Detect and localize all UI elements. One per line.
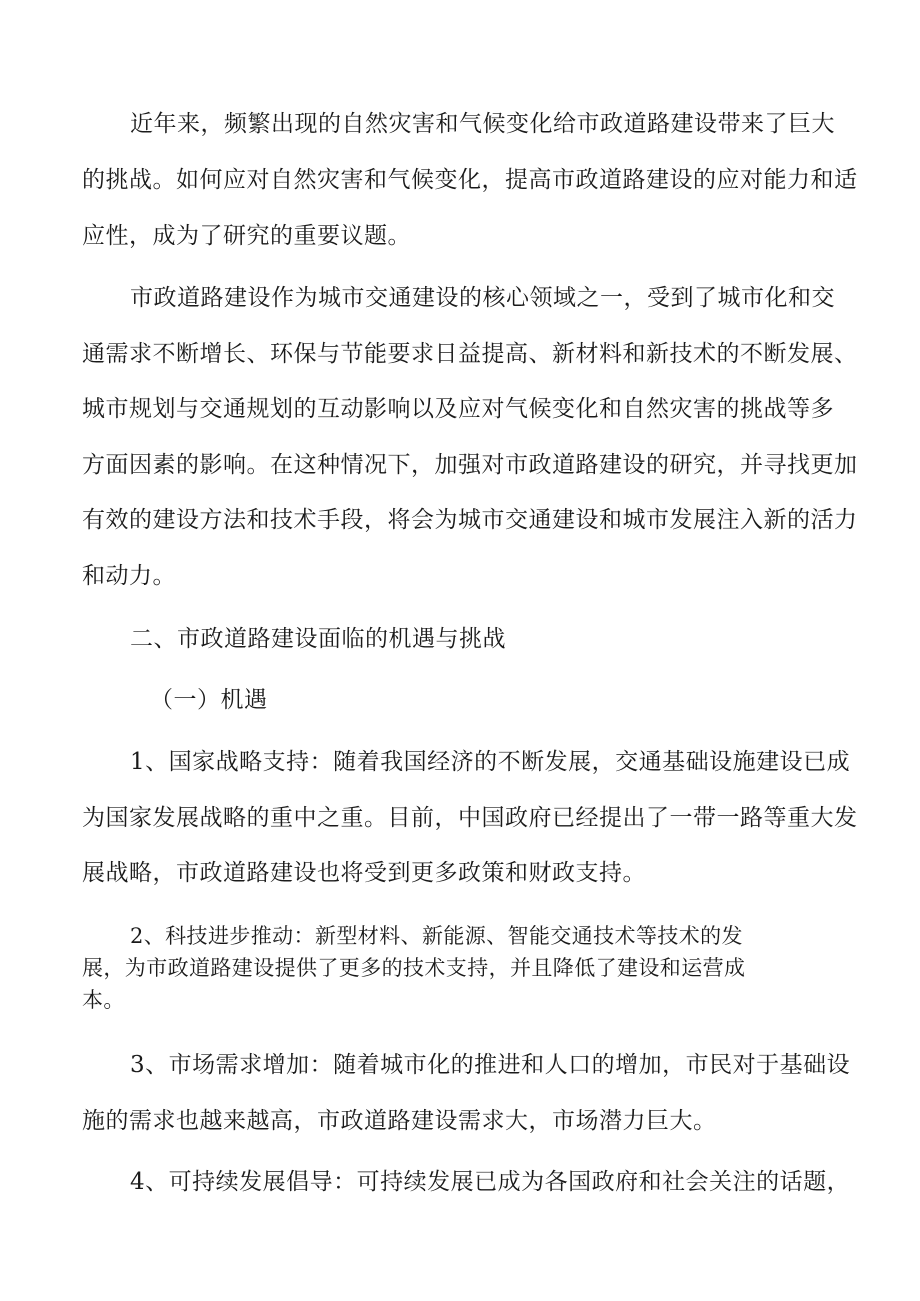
item-4-line-1: 4、可持续发展倡导：可持续发展已成为各国政府和社会关注的话题， xyxy=(130,1169,851,1195)
paragraph-1-line-3: 应性，成为了研究的重要议题。 xyxy=(82,223,411,249)
item-1-line-1: 1、国家战略支持：随着我国经济的不断发展，交通基础设施建设已成 xyxy=(130,749,851,775)
item-2-line-1: 2、科技进步推动：新型材料、新能源、智能交通技术等技术的发 xyxy=(130,924,743,948)
paragraph-2-line-5: 有效的建设方法和技术手段，将会为城市交通建设和城市发展注入新的活力 xyxy=(82,507,858,533)
item-2-line-2: 展，为市政道路建设提供了更多的技术支持，并且降低了建设和运营成 xyxy=(82,956,746,980)
item-1-line-3: 展战略，市政道路建设也将受到更多政策和财政支持。 xyxy=(82,860,646,886)
paragraph-2-line-1: 市政道路建设作为城市交通建设的核心领域之一，受到了城市化和交 xyxy=(130,285,835,311)
subsection-heading: （一）机遇 xyxy=(150,687,268,713)
paragraph-2-line-3: 城市规划与交通规划的互动影响以及应对气候变化和自然灾害的挑战等多 xyxy=(82,396,834,422)
section-heading: 二、市政道路建设面临的机遇与挑战 xyxy=(130,626,506,652)
item-3-line-1: 3、市场需求增加：随着城市化的推进和人口的增加，市民对于基础设 xyxy=(130,1052,851,1078)
paragraph-2-line-2: 通需求不断增长、环保与节能要求日益提高、新材料和新技术的不断发展、 xyxy=(82,341,858,367)
paragraph-1-line-1: 近年来，频繁出现的自然灾害和气候变化给市政道路建设带来了巨大 xyxy=(130,111,835,137)
paragraph-1-line-2: 的挑战。如何应对自然灾害和气候变化，提高市政道路建设的应对能力和适 xyxy=(82,167,858,193)
item-2-line-3: 本。 xyxy=(82,988,125,1012)
item-3-line-2: 施的需求也越来越高，市政道路建设需求大，市场潜力巨大。 xyxy=(82,1108,717,1134)
item-1-line-2: 为国家发展战略的重中之重。目前，中国政府已经提出了一带一路等重大发 xyxy=(82,805,858,831)
paragraph-2-line-4: 方面因素的影响。在这种情况下，加强对市政道路建设的研究，并寻找更加 xyxy=(82,452,858,478)
paragraph-2-line-6: 和动力。 xyxy=(82,563,176,589)
